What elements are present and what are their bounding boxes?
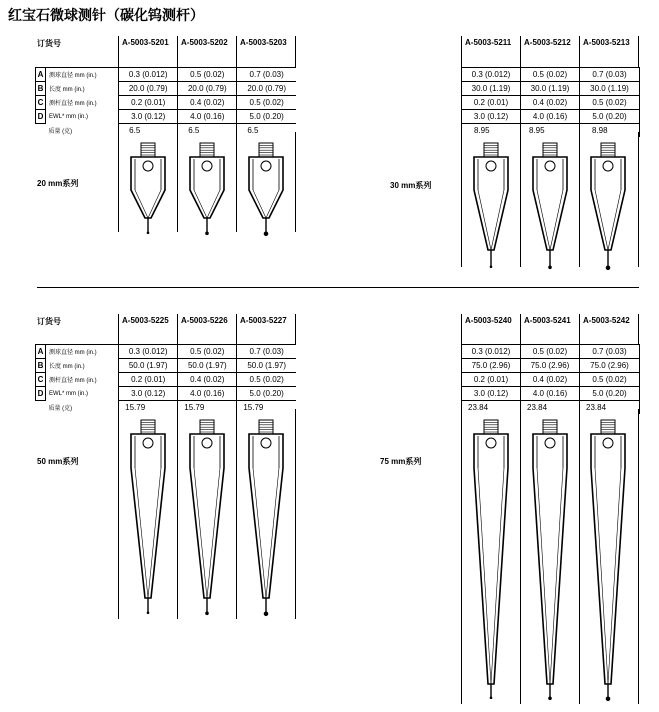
row-letter: C: [36, 96, 46, 110]
row-letter: D: [36, 387, 46, 401]
page-title: 红宝石微球测针（碳化钨测杆）: [8, 8, 204, 24]
row-label: 长度 mm (in.): [49, 364, 85, 370]
stylus-illustration: [591, 143, 625, 270]
table-cell: 0.5 (0.02): [580, 96, 640, 110]
order-code: A-5003-5225: [122, 316, 169, 325]
table-cell: 0.4 (0.02): [178, 373, 237, 387]
row-label: 测球直径 mm (in.): [46, 68, 119, 82]
order-code: A-5003-5212: [524, 38, 571, 47]
table-cell: 0.5 (0.02): [237, 373, 296, 387]
table-cell: 0.7 (0.03): [580, 345, 640, 359]
table-cell: 4.0 (0.16): [178, 387, 237, 401]
table-cell: 15.79: [237, 401, 296, 415]
table-cell: 3.0 (0.12): [462, 110, 521, 124]
row-letter: A: [36, 345, 46, 359]
order-code: A-5003-5240: [465, 316, 512, 325]
table-cell: 0.3 (0.012): [462, 345, 521, 359]
table-cell: 0.3 (0.012): [119, 345, 178, 359]
row-label: 测杆直径 mm (in.): [49, 101, 97, 107]
row-letter: A: [36, 68, 46, 82]
table-cell: 20.0 (0.79): [119, 82, 178, 96]
order-code: A-5003-5227: [240, 316, 287, 325]
table-cell: 23.84: [521, 401, 580, 415]
row-label: 测球直径 mm (in.): [46, 345, 119, 359]
row-label: EWL* mm (in.): [49, 390, 89, 397]
stylus-illustration: [249, 420, 283, 616]
row-letter: B: [36, 359, 46, 373]
stylus-illustration: [131, 143, 165, 234]
table-cell: 75.0 (2.96): [580, 359, 640, 373]
table-cell: 8.95: [521, 124, 580, 138]
series-label: 20 mm系列: [37, 179, 79, 188]
table-cell: 0.2 (0.01): [462, 96, 521, 110]
table-cell: 30.0 (1.19): [580, 82, 640, 96]
stylus-illustration: [249, 143, 283, 236]
order-code: A-5003-5226: [181, 316, 228, 325]
table-cell: 4.0 (0.16): [521, 110, 580, 124]
row-label: 质量 (克): [48, 128, 73, 135]
table-cell: 0.3 (0.012): [119, 68, 178, 82]
table-cell: 0.4 (0.02): [521, 96, 580, 110]
table-cell: 23.84: [580, 401, 640, 415]
row-letter: B: [36, 82, 46, 96]
table-cell: 0.3 (0.012): [462, 68, 521, 82]
table-cell: 30.0 (1.19): [462, 82, 521, 96]
table-cell: 0.4 (0.02): [178, 96, 237, 110]
table-cell: 20.0 (0.79): [237, 82, 296, 96]
table-cell: 0.7 (0.03): [580, 68, 640, 82]
order-code: A-5003-5242: [583, 316, 630, 325]
row-letter: D: [36, 110, 46, 124]
table-cell: 4.0 (0.16): [178, 110, 237, 124]
row-label: 长度 mm (in.): [49, 87, 85, 93]
row-letter: C: [36, 373, 46, 387]
stylus-illustration: [131, 420, 165, 614]
stylus-illustration: [533, 420, 567, 700]
table-cell: 15.79: [178, 401, 237, 415]
table-cell: 30.0 (1.19): [521, 82, 580, 96]
stylus-illustration: [591, 420, 625, 701]
order-number-label: 订货号: [37, 317, 61, 326]
table-cell: 75.0 (2.96): [462, 359, 521, 373]
table-cell: 50.0 (1.97): [119, 359, 178, 373]
table-cell: 50.0 (1.97): [237, 359, 296, 373]
row-label: EWL* mm (in.): [49, 113, 89, 120]
table-cell: 0.2 (0.01): [119, 96, 178, 110]
order-code: A-5003-5241: [524, 316, 571, 325]
order-code: A-5003-5202: [181, 38, 228, 47]
table-cell: 5.0 (0.20): [580, 110, 640, 124]
table-cell: 8.98: [580, 124, 640, 138]
table-cell: 3.0 (0.12): [119, 110, 178, 124]
table-cell: 0.4 (0.02): [521, 373, 580, 387]
table-cell: 0.5 (0.02): [237, 96, 296, 110]
table-cell: 6.5: [178, 124, 237, 138]
series-label: 30 mm系列: [390, 181, 432, 190]
table-cell: 0.2 (0.01): [119, 373, 178, 387]
order-code: A-5003-5201: [122, 38, 169, 47]
table-cell: 0.5 (0.02): [521, 68, 580, 82]
stylus-illustration: [533, 143, 567, 269]
table-cell: 3.0 (0.12): [462, 387, 521, 401]
table-cell: 0.5 (0.02): [178, 345, 237, 359]
stylus-illustration: [474, 143, 508, 268]
order-code: A-5003-5213: [583, 38, 630, 47]
table-cell: 6.5: [237, 124, 296, 138]
table-cell: 0.2 (0.01): [462, 373, 521, 387]
series-label: 75 mm系列: [380, 457, 422, 466]
stylus-illustration: [190, 420, 224, 615]
table-cell: 0.5 (0.02): [521, 345, 580, 359]
table-cell: 6.5: [119, 124, 178, 138]
series-label: 50 mm系列: [37, 457, 79, 466]
table-cell: 3.0 (0.12): [119, 387, 178, 401]
table-cell: 15.79: [119, 401, 178, 415]
table-cell: 0.5 (0.02): [580, 373, 640, 387]
order-code: A-5003-5203: [240, 38, 287, 47]
table-cell: 50.0 (1.97): [178, 359, 237, 373]
stylus-illustration: [474, 420, 508, 699]
table-cell: 5.0 (0.20): [237, 110, 296, 124]
table-cell: 5.0 (0.20): [580, 387, 640, 401]
row-label: 质量 (克): [48, 405, 73, 412]
table-cell: 75.0 (2.96): [521, 359, 580, 373]
table-cell: 4.0 (0.16): [521, 387, 580, 401]
table-cell: 23.84: [462, 401, 521, 415]
table-cell: 20.0 (0.79): [178, 82, 237, 96]
row-label: 测杆直径 mm (in.): [49, 378, 97, 384]
order-code: A-5003-5211: [465, 38, 512, 47]
stylus-illustration: [190, 143, 224, 235]
table-cell: 5.0 (0.20): [237, 387, 296, 401]
table-cell: 0.5 (0.02): [178, 68, 237, 82]
order-number-label: 订货号: [37, 39, 61, 48]
table-cell: 0.7 (0.03): [237, 68, 296, 82]
table-cell: 0.7 (0.03): [237, 345, 296, 359]
table-cell: 8.95: [462, 124, 521, 138]
